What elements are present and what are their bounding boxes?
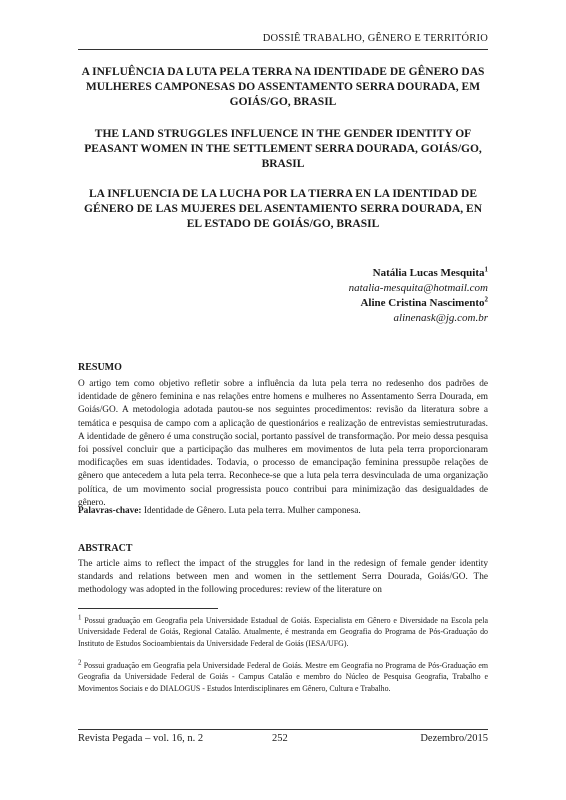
author-email[interactable]: natalia-mesquita@hotmail.com: [348, 282, 488, 294]
author-name: Aline Cristina Nascimento$^2$: [360, 295, 488, 309]
keywords-label: Palavras-chave:: [78, 506, 142, 516]
footer-date: Dezembro/2015: [420, 733, 488, 744]
resumo-text: O artigo tem como objetivo refletir sobre a influência da luta pela terra no redesenho dos padrões de identidade de gênero feminina e nas relações entre homens e mulheres no Assentamento Serra Dourada, em Goiás/GO. A metodologia adotada pautou-se nos seguintes procedimentos: revisão da literatura sobre a temática e pesquisa de campo com a aplicação de questionários e realização de entrevistas semiestruturadas. A identidade de gênero é uma construção social, portanto passível de transformação. Por meio dessa pesquisa foi possível concluir que a participação das mulheres em movimentos de luta pela terra proporcionaram modificações em suas identidades. Todavia, o processo de emancipação feminina pressupõe relações de gênero que antecedem a luta pela terra. Reconhece-se que a luta pela terra desvinculada de uma organização política, de um movimento social progressista pouco contribui para minimização das desigualdades de gênero.: [78, 379, 488, 508]
keywords-list: Identidade de Gênero. Luta pela terra. Mulher camponesa.: [143, 506, 361, 516]
header-divider: [78, 49, 488, 50]
footnote-2: $^2$ Possui graduação em Geografia pela Universidade Federal de Goiás. Mestre em Geografia no Programa de Pós-Graduação em Geografia da Universidade Federal de Goiás - Campus Catalão e membro do Núcleo de Pesquisa Geografia, Trabalho e Movimentos Sociais e do DIALOGUS - Estudos Interdisciplinares em Gênero, Cultura e Trabalho.: [78, 658, 488, 693]
abstract-heading: ABSTRACT: [78, 543, 133, 554]
title-portuguese: A INFLUÊNCIA DA LUTA PELA TERRA NA IDENTIDADE DE GÊNERO DAS MULHERES CAMPONESAS DO ASSENTAMENTO SERRA DOURADA, EM GOIÁS/GO, BRASIL: [81, 66, 485, 108]
resumo-heading: RESUMO: [78, 362, 122, 373]
footnote-1: $^1$ Possui graduação em Geografia pela Universidade Estadual de Goiás. Especialista em Gênero e Diversidade na Escola pela Universidade Federal de Goiás, Regional Catalão. Atualmente, é mestranda em Geografia do Programa de Pós-Graduação do Instituto de Estudos Socioambientais da Universidade Federal de Goiás (IESA/UFG).: [78, 613, 488, 648]
author-name: Natália Lucas Mesquita$^1$: [372, 265, 488, 279]
footnote-mark: 1: [484, 265, 488, 274]
abstract-text: The article aims to reflect the impact of the struggles for land in the redesign of female gender identity standards and relations between men and women in the settlement Serra Dourada, Goiás/GO. The methodology was adopted in the following procedures: review of the literature on: [78, 559, 488, 596]
running-header: DOSSIÊ TRABALHO, GÊNERO E TERRITÓRIO: [262, 33, 488, 44]
footnote-number: 1: [78, 613, 82, 622]
page-number: 252: [272, 733, 288, 744]
title-english: THE LAND STRUGGLES INFLUENCE IN THE GENDER IDENTITY OF PEASANT WOMEN IN THE SETTLEMENT SERRA DOURADA, GOIÁS/GO, BRASIL: [84, 128, 482, 170]
footer-journal: Revista Pegada – vol. 16, n. 2: [78, 733, 204, 744]
footnote-divider: [78, 608, 218, 609]
author-email[interactable]: alinenask@jg.com.br: [393, 312, 488, 324]
keywords: [78, 505, 488, 518]
footnote-mark: 2: [484, 295, 488, 304]
footnote-number: 2: [78, 658, 82, 667]
footer-divider: [78, 729, 488, 730]
title-spanish: LA INFLUENCIA DE LA LUCHA POR LA TIERRA EN LA IDENTIDAD DE GÉNERO DE LAS MUJERES DEL ASENTAMIENTO SERRA DOURADA, EN EL ESTADO DE GOIÁS/GO, BRASIL: [84, 188, 482, 230]
author-block: [349, 266, 488, 326]
